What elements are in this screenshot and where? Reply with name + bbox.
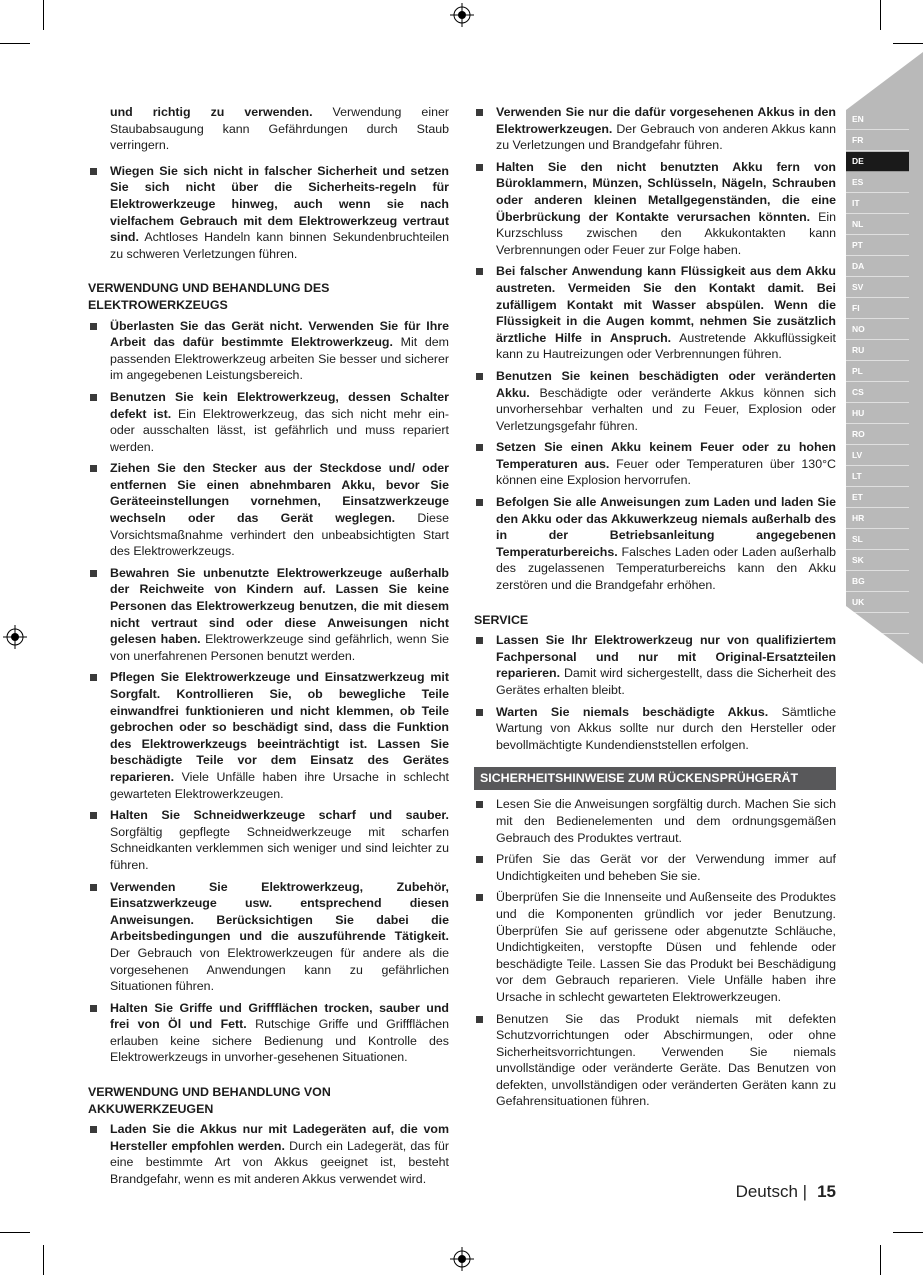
item-bold-text: Benutzen Sie keinen beschädigten oder veränderten Akku.: [496, 368, 836, 400]
list-item: [88, 565, 449, 665]
footer-language: Deutsch |: [735, 1182, 808, 1201]
item-bold-text: Befolgen Sie alle Anweisungen zum Laden und laden Sie den Akku oder das Akkuwerkzeug niemals außerhalb des in der Betriebsanleitung angegebenen Temperaturbereichs.: [496, 495, 836, 559]
item-text: Austretende Akkuflüssigkeit kann zu Hautreizungen oder Verbrennungen führen.: [496, 330, 836, 362]
language-tab-no[interactable]: NO: [846, 320, 909, 340]
language-tab-en[interactable]: EN: [846, 110, 909, 130]
item-text: Feuer oder Temperaturen über 130°C können eine Explosion hervorrufen.: [496, 456, 836, 488]
language-tab-uk[interactable]: UK: [846, 593, 909, 613]
crop-mark: [43, 0, 44, 30]
language-tab-pl[interactable]: PL: [846, 362, 909, 382]
language-tab-it[interactable]: IT: [846, 194, 909, 214]
registration-mark-icon: [450, 3, 474, 27]
item-bold-text: Ziehen Sie den Stecker aus der Steckdose und/ oder entfernen Sie einen abnehmbaren Akku, bevor Sie Geräteeinstellungen vornehmen, Einsatzwerkzeuge wechseln oder das Gerät weglegen.: [110, 461, 449, 526]
list-item: [88, 1000, 449, 1066]
item-text: Überprüfen Sie die Innenseite und Außenseite des Produktes und die Komponenten gründlich vor jeder Benutzung. Überprüfen Sie auf gerissene oder abgenutzte Schläuche, Undichtigkeiten, verstopfte Düsen und fehlende oder beschädigte Teile. Lassen Sie das Produkt bei Beschädigung vor dem Gebrauch reparieren. Viele Unfälle haben ihre Ursache in schlecht gewarteten Elektrowerkzeugen.: [496, 890, 836, 1004]
crop-mark: [880, 1245, 881, 1275]
item-bold-text: Lassen Sie Ihr Elektrowerkzeug nur von qualifiziertem Fachpersonal und nur mit Original-Ersatzteilen reparieren.: [496, 633, 836, 681]
crop-mark: [43, 1245, 44, 1275]
item-bold-text: Setzen Sie einen Akku keinem Feuer oder zu hohen Temperaturen aus.: [496, 440, 836, 471]
list-item: [474, 439, 836, 489]
language-tab-hr[interactable]: HR: [846, 509, 909, 529]
list-item: [88, 669, 449, 802]
right-column: [474, 104, 836, 1115]
list-item: [88, 879, 449, 995]
item-bold-text: Verwenden Sie nur die dafür vorgesehenen Akkus in den Elektrowerkzeugen.: [496, 105, 836, 136]
list-item: [474, 851, 836, 884]
list-item: [88, 460, 449, 560]
list-item: [88, 807, 449, 873]
crop-mark: [0, 43, 30, 44]
safety-list: [88, 318, 449, 1067]
language-tab-de[interactable]: DE: [846, 152, 909, 172]
list-item: [88, 389, 449, 455]
item-text: Beschädigte oder veränderte Akkus können sich unvorhersehbar verhalten und zu Feuer, Explosion oder Verletzungsgefahr führen.: [496, 385, 836, 433]
section-heading: VERWENDUNG UND BEHANDLUNG DES ELEKTROWERKZEUGS: [88, 281, 330, 312]
safety-list: [88, 163, 449, 263]
list-item: [88, 163, 449, 263]
language-tab-bg[interactable]: BG: [846, 572, 909, 592]
language-tab-ro[interactable]: RO: [846, 425, 909, 445]
item-text: Mit dem passenden Elektrowerkzeug arbeiten Sie besser und sicherer im angegebenen Leistungsbereich.: [110, 335, 449, 383]
list-item: [474, 368, 836, 434]
crop-mark: [893, 1232, 923, 1233]
item-bold-text: Halten Sie den nicht benutzten Akku fern von Büroklammern, Münzen, Schlüsseln, Nägeln, Schrauben oder anderen kleinen Metallgegenständen, die eine Überbrückung der Kontakte verursachen könnten.: [496, 159, 836, 224]
language-tab-lv[interactable]: LV: [846, 446, 909, 466]
item-bold-text: Halten Sie Schneidwerkzeuge scharf und sauber.: [110, 808, 449, 823]
language-tab-nl[interactable]: NL: [846, 215, 909, 235]
language-tab-sk[interactable]: SK: [846, 551, 909, 571]
item-bold-text: Benutzen Sie kein Elektrowerkzeug, dessen Schalter defekt ist.: [110, 389, 449, 421]
list-item: [88, 1121, 449, 1187]
list-item: [474, 1011, 836, 1111]
list-item: [474, 263, 836, 363]
language-tab-ru[interactable]: RU: [846, 341, 909, 361]
item-text: Lesen Sie die Anweisungen sorgfältig durch. Machen Sie sich mit den Bedienelementen und dem ordnungsgemäßen Gebrauch des Produktes vertraut.: [496, 797, 836, 845]
item-bold-text: Laden Sie die Akkus nur mit Ladegeräten auf, die vom Hersteller empfohlen werden.: [110, 1122, 449, 1153]
list-item: [474, 159, 836, 259]
item-bold-text: Verwenden Sie Elektrowerkzeug, Zubehör, Einsatzwerkzeuge usw. entsprechend diesen Anweisungen. Berücksichtigen Sie dabei die Arbeitsbedingungen und die auszuführende Tätigkeit.: [110, 879, 449, 944]
item-text: Durch ein Ladegerät, das für eine bestimmte Art von Akkus geeignet ist, besteht Brandgefahr, wenn es mit anderen Akkus verwendet wird.: [110, 1138, 449, 1187]
item-bold-text: Bei falscher Anwendung kann Flüssigkeit aus dem Akku austreten. Vermeiden Sie den Kontakt damit. Bei zufälligem Kontakt mit Wasser abspülen. Wenn die Flüssigkeit in die Augen kommt, nehmen Sie zusätzlich ärztliche Hilfe in Anspruch.: [496, 264, 836, 345]
list-item: [474, 889, 836, 1005]
item-text: Diese Vorsichtsmaßnahme verhindert den unbeabsichtigten Start des Elektrowerkzeugs.: [110, 511, 449, 559]
page-footer: [600, 1182, 836, 1202]
safety-list: [474, 632, 836, 753]
list-item: [474, 632, 836, 698]
language-tab-pt[interactable]: PT: [846, 236, 909, 256]
item-text: Damit wird sichergestellt, dass die Sicherheit des Gerätes erhalten bleibt.: [496, 666, 836, 697]
item-text: Der Gebrauch von anderen Akkus kann zu Verletzungen und Brandgefahr führen.: [496, 121, 836, 153]
language-tab-sl[interactable]: SL: [846, 530, 909, 550]
item-text: Falsches Laden oder Laden außerhalb des zugelassenen Temperaturbereichs kann den Akku zerstören und die Brandgefahr erhöhen.: [496, 544, 836, 593]
language-tab-cs[interactable]: CS: [846, 383, 909, 403]
list-item: [474, 796, 836, 846]
item-text: Ein Elektrowerkzeug, das sich nicht mehr ein- oder ausschalten lässt, ist gefährlich und muss repariert werden.: [110, 406, 449, 454]
safety-list: [88, 1121, 449, 1187]
language-tab-lt[interactable]: LT: [846, 467, 909, 487]
left-column: [88, 104, 449, 1193]
item-text: Ein Kurzschluss zwischen den Akkukontakten kann Verbrennungen oder Feuer zur Folge haben.: [496, 209, 836, 257]
crop-mark: [893, 43, 923, 44]
item-bold-text: Wiegen Sie sich nicht in falscher Sicherheit und setzen Sie sich nicht über die Sicherheits-regeln für Elektrowerkzeuge hinweg, auch wenn sie nach vielfachem Gebrauch mit dem Elektrowerkzeug vertraut sind.: [110, 163, 449, 245]
item-bold-text: Pflegen Sie Elektrowerkzeuge und Einsatzwerkzeug mit Sorgfalt. Kontrollieren Sie, ob bewegliche Teile einwandfrei funktionieren und nicht klemmen, ob Teile gebrochen oder so beschädigt sind, dass die Funktion des Elektrowerkzeugs beeinträchtigt ist. Lassen Sie beschädigte Teile vor dem Einsatz des Gerätes reparieren.: [110, 670, 449, 784]
item-text: Sorgfältig gepflegte Schneidwerkzeuge mit scharfen Schneidkanten verklemmen sich weniger und sind leichter zu führen.: [110, 824, 449, 872]
item-text: Rutschige Griffe und Griffflächen erlauben keine sichere Bedienung und Kontrolle des Elektrowerkzeugs in unvorher-gesehenen Situationen.: [110, 1017, 449, 1065]
item-text: Prüfen Sie das Gerät vor der Verwendung immer auf Undichtigkeiten und beheben Sie sie.: [496, 852, 836, 883]
item-text: Viele Unfälle haben ihre Ursache in schlecht gewarteten Elektrowerkzeugen.: [110, 769, 449, 801]
section-heading: VERWENDUNG UND BEHANDLUNG VON AKKUWERKZEUGEN: [88, 1085, 331, 1116]
boxed-section-heading: SICHERHEITSHINWEISE ZUM RÜCKENSPRÜHGERÄT: [474, 767, 836, 790]
list-item: [474, 494, 836, 594]
safety-list: [474, 104, 836, 594]
language-tabs: [846, 110, 909, 635]
item-bold-text: Warten Sie niemals beschädigte Akkus.: [496, 704, 769, 719]
page-number: 15: [817, 1182, 836, 1201]
language-tab-fi[interactable]: FI: [846, 299, 909, 319]
language-tab-hu[interactable]: HU: [846, 404, 909, 424]
item-text: Sämtliche Wartung von Akkus sollte nur durch den Hersteller oder bevollmächtigte Kundendienststellen erfolgen.: [496, 704, 836, 752]
list-item: [474, 704, 836, 754]
crop-mark: [0, 1232, 30, 1233]
registration-mark-icon: [3, 625, 27, 649]
item-text: Der Gebrauch von Elektrowerkzeugen für andere als die vorgesehenen Anwendungen kann zu gefährlichen Situationen führen.: [110, 945, 449, 994]
language-tab-sv[interactable]: SV: [846, 278, 909, 298]
item-text: Achtloses Handeln kann binnen Sekundenbruchteilen zu schweren Verletzungen führen.: [110, 230, 449, 261]
crop-mark: [880, 0, 881, 30]
item-bold-text: Überlasten Sie das Gerät nicht. Verwenden Sie für Ihre Arbeit das dafür bestimmte Elektrowerkzeug.: [110, 318, 449, 350]
language-tab-es[interactable]: ES: [846, 173, 909, 193]
language-tab-da[interactable]: DA: [846, 257, 909, 277]
language-tab-fr[interactable]: FR: [846, 131, 909, 151]
item-bold-text: Halten Sie Griffe und Griffflächen trocken, sauber und frei von Öl und Fett.: [110, 1000, 449, 1032]
registration-mark-icon: [450, 1247, 474, 1271]
list-item: [88, 318, 449, 384]
list-item: [474, 104, 836, 154]
language-tab-et[interactable]: ET: [846, 488, 909, 508]
section-heading: SERVICE: [474, 612, 529, 627]
item-text: Benutzen Sie das Produkt niemals mit defekten Schutzvorrichtungen oder Abschirmungen, oder ohne Sicherheitsvorrichtungen. Verwenden Sie niemals unvollständige oder veränderte Geräte. Das Benutzen von defekten, unvollständigen oder veränderten Geräten kann zu Gefahrensituationen führen.: [496, 1011, 836, 1109]
language-tab-tr[interactable]: TR: [846, 614, 909, 634]
item-bold-text: Bewahren Sie unbenutzte Elektrowerkzeuge außerhalb der Reichweite von Kindern auf. Lassen Sie keine Personen das Elektrowerkzeug benutzen, die mit diesem nicht vertraut sind oder diese Anweisungen nicht gelesen haben.: [110, 565, 449, 647]
continued-paragraph: und richtig zu verwenden. Verwendung einer Staubabsaugung kann Gefährdungen durch Staub verringern.: [110, 105, 449, 153]
item-text: Elektrowerkzeuge sind gefährlich, wenn Sie von unerfahrenen Personen benutzt werden.: [110, 632, 449, 663]
safety-list: [474, 796, 836, 1110]
